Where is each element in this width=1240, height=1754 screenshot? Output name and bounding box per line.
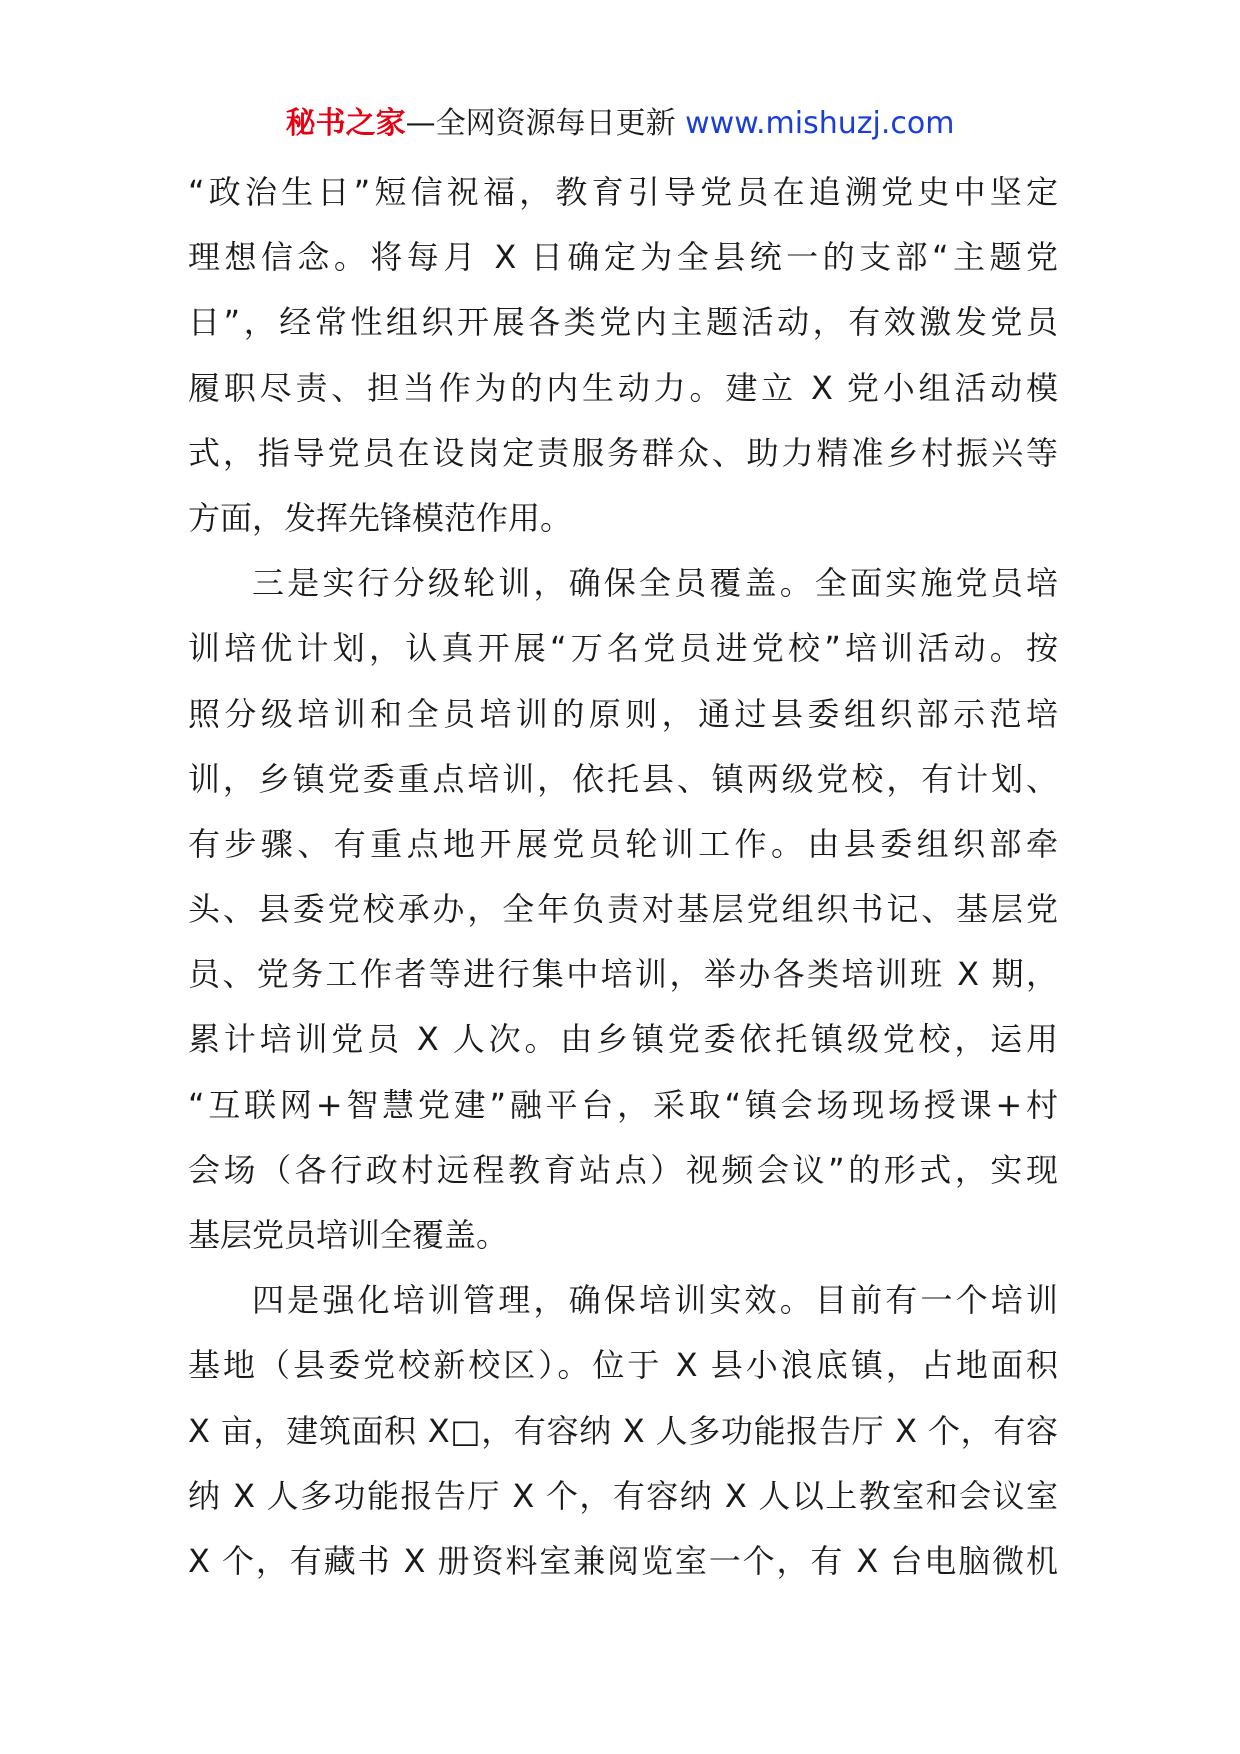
- text-line: 日”，经常性组织开展各类党内主题活动，有效激发党员: [188, 303, 1058, 342]
- text-line: 训培优计划，认真开展“万名党员进党校”培训活动。按: [188, 629, 1058, 668]
- text-line: 四是强化培训管理，确保培训实效。目前有一个培训: [252, 1281, 1058, 1320]
- text-line: 履职尽责、担当作为的内生动力。建立 X 党小组活动模: [188, 368, 1058, 407]
- text-line: X 个，有藏书 X 册资料室兼阅览室一个，有 X 台电脑微机: [188, 1541, 1058, 1580]
- header-tagline: —全网资源每日更新: [405, 106, 686, 141]
- text-line: 三是实行分级轮训，确保全员覆盖。全面实施党员培: [252, 564, 1058, 603]
- text-line: “政治生日”短信祝福，教育引导党员在追溯党史中坚定: [188, 173, 1058, 211]
- text-line: 会场（各行政村远程教育站点）视频会议”的形式，实现: [188, 1150, 1058, 1189]
- text-line: 纳 X 人多功能报告厅 X 个，有容纳 X 人以上教室和会议室: [188, 1476, 1058, 1515]
- text-line: 员、党务工作者等进行集中培训，举办各类培训班 X 期，: [188, 955, 1058, 994]
- brand-name: 秘书之家: [285, 106, 406, 141]
- text-line: “互联网+智慧党建”融平台，采取“镇会场现场授课+村: [188, 1085, 1058, 1124]
- text-line: 头、县委党校承办，全年负责对基层党组织书记、基层党: [188, 890, 1058, 929]
- text-line: 照分级培训和全员培训的原则，通过县委组织部示范培: [188, 694, 1058, 733]
- page-header: [0, 102, 1240, 146]
- text-line: 理想信念。将每月 X 日确定为全县统一的支部“主题党: [188, 238, 1058, 277]
- site-url: www.mishuzj.com: [685, 106, 955, 141]
- document-body: [188, 160, 1058, 1594]
- text-line: 训，乡镇党委重点培训，依托县、镇两级党校，有计划、: [188, 759, 1058, 798]
- text-line: X 亩，建筑面积 X□，有容纳 X 人多功能报告厅 X 个，有容: [188, 1411, 1058, 1450]
- text-line: 基层党员培训全覆盖。: [188, 1216, 509, 1254]
- text-line: 有步骤、有重点地开展党员轮训工作。由县委组织部牵: [188, 824, 1058, 863]
- text-line: 基地（县委党校新校区）。位于 X 县小浪底镇，占地面积: [188, 1346, 1058, 1385]
- text-line: 式，指导党员在设岗定责服务群众、助力精准乡村振兴等: [188, 433, 1058, 472]
- text-line: 累计培训党员 X 人次。由乡镇党委依托镇级党校，运用: [188, 1020, 1058, 1059]
- text-line: 方面，发挥先锋模范作用。: [188, 498, 573, 537]
